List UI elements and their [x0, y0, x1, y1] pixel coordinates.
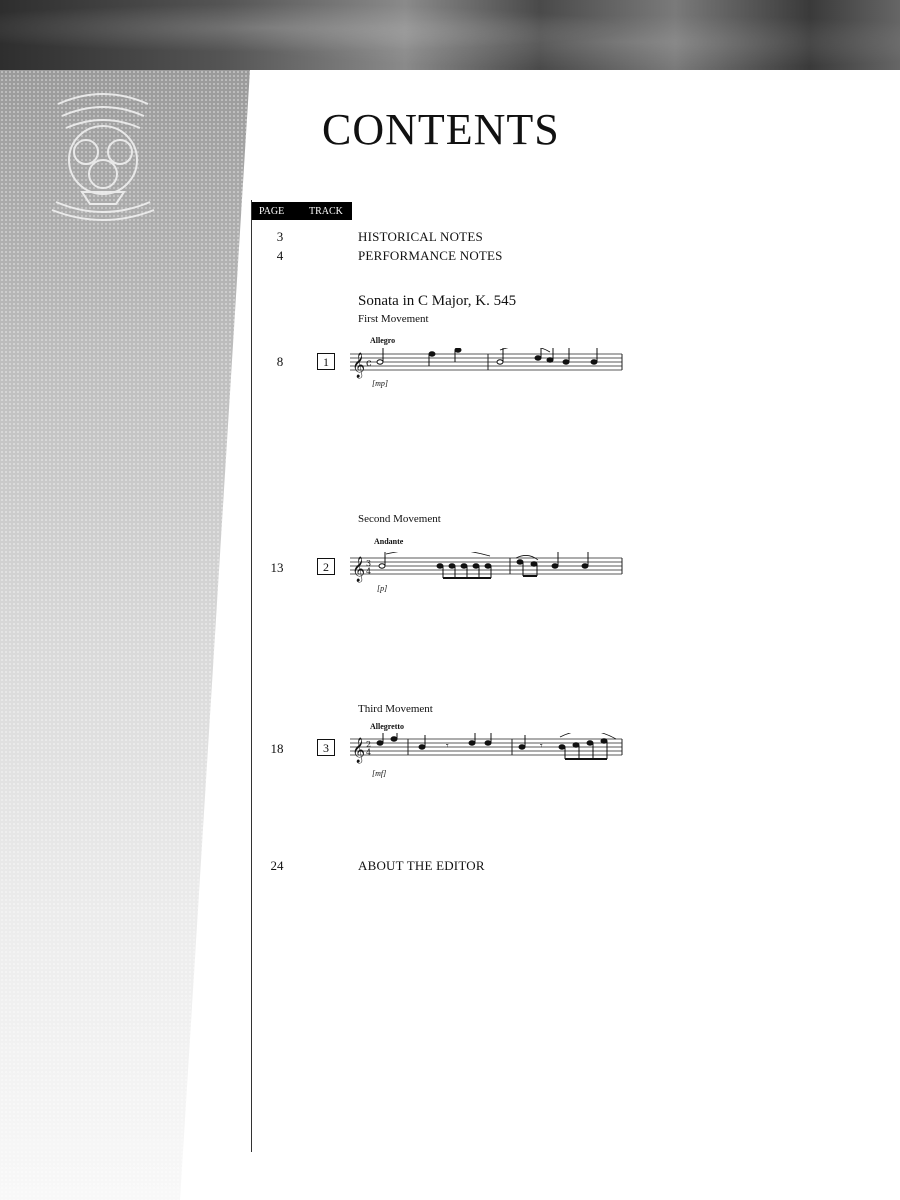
- movement-1-name: First Movement: [358, 313, 429, 325]
- about-editor-page: 24: [270, 858, 284, 873]
- movement-2-name: Second Movement: [358, 513, 441, 525]
- top-banner: [0, 0, 900, 70]
- movement-1-incipit: [350, 348, 625, 380]
- column-header: [252, 202, 352, 220]
- performance-notes-page: 4: [276, 248, 284, 263]
- svg-text:4: 4: [366, 567, 372, 576]
- movement-2-page: 13: [270, 560, 284, 575]
- movement-3-track: 3: [317, 739, 335, 756]
- svg-text:𝄞: 𝄞: [352, 738, 366, 763]
- movement-2-tempo: Andante: [374, 537, 404, 546]
- svg-text:𝄞: 𝄞: [352, 557, 366, 582]
- movement-1-tempo: Allegro: [370, 336, 396, 345]
- column-divider: [251, 200, 252, 1152]
- track-column-header: TRACK: [309, 206, 343, 217]
- sonata-title: Sonata in C Major, K. 545: [358, 293, 517, 309]
- movement-3-name: Third Movement: [358, 703, 433, 715]
- page-title: CONTENTS: [322, 105, 560, 154]
- movement-1-page: 8: [276, 354, 284, 369]
- svg-text:𝄾: 𝄾: [446, 741, 449, 752]
- historical-notes-entry: HISTORICAL NOTES: [358, 229, 483, 244]
- about-editor-entry: ABOUT THE EDITOR: [358, 858, 485, 873]
- svg-text:3: 3: [366, 559, 372, 568]
- movement-3-tempo: Allegretto: [370, 722, 405, 731]
- side-panel: [0, 70, 250, 1200]
- movement-3-dynamic: [mf]: [372, 769, 387, 778]
- movement-3-incipit: [350, 733, 625, 765]
- svg-text:𝄾: 𝄾: [540, 741, 543, 752]
- svg-text:𝄞: 𝄞: [352, 353, 366, 378]
- historical-notes-page: 3: [276, 229, 284, 244]
- movement-3-page: 18: [270, 741, 284, 756]
- performance-notes-entry: PERFORMANCE NOTES: [358, 248, 503, 263]
- movement-2-incipit: [350, 552, 625, 584]
- publisher-crest-icon: [44, 82, 162, 232]
- movement-1-track: 1: [317, 353, 335, 370]
- svg-text:4: 4: [366, 748, 372, 757]
- movement-2-track: 2: [317, 558, 335, 575]
- movement-2-dynamic: [p]: [377, 584, 388, 593]
- page-column-header: PAGE: [259, 206, 285, 217]
- movement-1-dynamic: [mp]: [372, 379, 389, 388]
- svg-text:2: 2: [366, 740, 372, 749]
- svg-text:c: c: [366, 358, 372, 369]
